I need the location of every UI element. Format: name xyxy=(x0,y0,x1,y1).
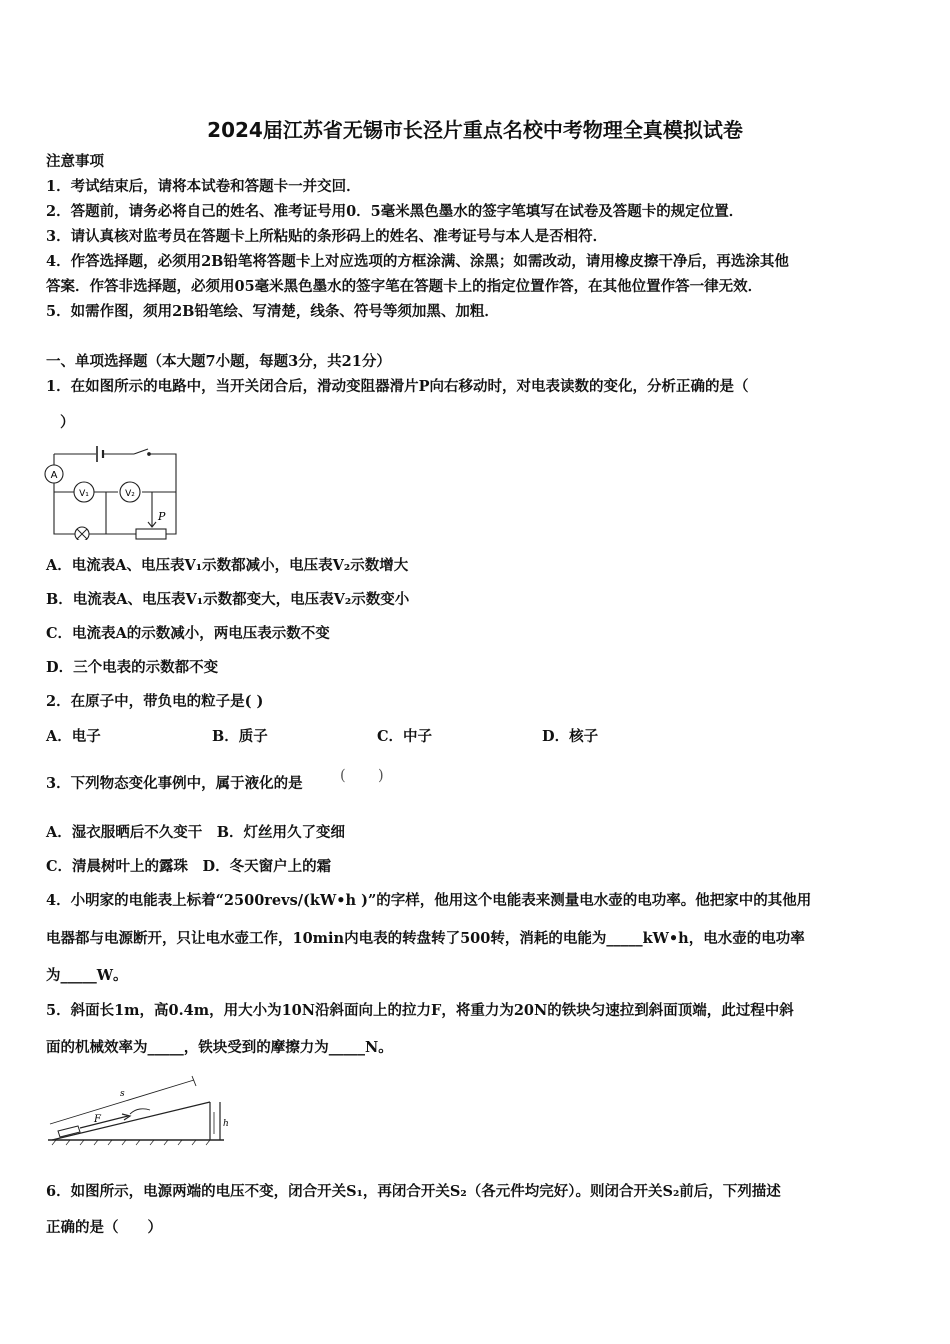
q2-stem: 2．在原子中，带负电的粒子是( ) xyxy=(46,693,264,710)
ammeter-label: A xyxy=(50,470,58,481)
v1-label: V₁ xyxy=(79,489,89,499)
slider-label: P xyxy=(158,510,166,523)
q3-options-ab: A．湿衣服晒后不久变干 B．灯丝用久了变细 xyxy=(46,824,346,841)
q6-line-1: 6．如图所示，电源两端的电压不变，闭合开关S₁，再闭合开关S₂（各元件均完好）。则闭合开关S₂前后，下列描述 xyxy=(46,1183,781,1200)
q2-option-c: C．中子 xyxy=(377,728,433,745)
q5-line-2: 面的机械效率为_____，铁块受到的摩擦力为_____N。 xyxy=(46,1039,393,1056)
q5-line-1: 5．斜面长1m，高0.4m，用大小为10N沿斜面向上的拉力F，将重力为20N的铁块匀速拉到斜面顶端，此过程中斜 xyxy=(46,1002,794,1019)
section-heading: 一、单项选择题（本大题7小题，每题3分，共21分） xyxy=(46,353,391,370)
notice-item-2: 2．答题前，请务必将自己的姓名、准考证号用0．5毫米黑色墨水的签字笔填写在试卷及答题卡的规定位置． xyxy=(46,203,744,220)
q3-options-cd: C．清晨树叶上的露珠 D．冬天窗户上的霜 xyxy=(46,858,332,875)
q1-option-a: A．电流表A、电压表V₁示数都减小，电压表V₂示数增大 xyxy=(46,557,409,574)
q1-stem: 1．在如图所示的电路中，当开关闭合后，滑动变阻器滑片P向右移动时，对电表读数的变化，分析正确的是（ xyxy=(46,378,749,395)
notice-item-4: 4．作答选择题，必须用2B铅笔将答题卡上对应选项的方框涂满、涂黑；如需改动，请用橡皮擦干净后，再选涂其他 xyxy=(46,253,789,270)
incline-s-label: s xyxy=(120,1089,125,1099)
notice-item-5: 5．如需作图，须用2B铅笔绘、写清楚，线条、符号等须加黑、加粗． xyxy=(46,303,499,320)
q3-paren-close: ) xyxy=(378,768,384,784)
q1-option-d: D．三个电表的示数都不变 xyxy=(46,659,219,676)
q5-incline-diagram xyxy=(46,1074,236,1146)
q2-option-a: A．电子 xyxy=(46,728,101,745)
q1-option-c: C．电流表A的示数减小，两电压表示数不变 xyxy=(46,625,330,642)
q3-paren-open: ( xyxy=(340,768,346,784)
q6-line-2: 正确的是（ ） xyxy=(46,1219,162,1236)
q2-option-d: D．核子 xyxy=(542,728,599,745)
exam-title: 2024届江苏省无锡市长泾片重点名校中考物理全真模拟试卷 xyxy=(207,118,743,142)
q1-circuit-diagram xyxy=(42,440,187,540)
incline-h-label: h xyxy=(223,1119,229,1129)
q4-line-3: 为_____W。 xyxy=(46,967,128,984)
q4-line-1: 4．小明家的电能表上标着“2500revs/(kW•h )”的字样，他用这个电能表来测量电水壶的电功率。他把家中的其他用 xyxy=(46,892,812,909)
notice-item-4-cont: 答案．作答非选择题，必须用05毫米黑色墨水的签字笔在答题卡上的指定位置作答，在其他位置作答一律无效． xyxy=(46,278,763,295)
q4-line-2: 电器都与电源断开，只让电水壶工作，10min内电表的转盘转了500转，消耗的电能为_____kW•h，电水壶的电功率 xyxy=(46,930,805,947)
q1-option-b: B．电流表A、电压表V₁示数都变大，电压表V₂示数变小 xyxy=(46,591,410,608)
incline-f-label: F xyxy=(94,1114,101,1125)
v2-label: V₂ xyxy=(125,489,135,499)
notice-item-3: 3．请认真核对监考员在答题卡上所粘贴的条形码上的姓名、准考证号与本人是否相符． xyxy=(46,228,608,245)
notice-item-1: 1．考试结束后，请将本试卷和答题卡一并交回． xyxy=(46,178,361,195)
q1-stem-close: ） xyxy=(60,414,75,431)
notice-heading: 注意事项 xyxy=(46,153,104,170)
q2-option-b: B．质子 xyxy=(212,728,268,745)
q3-stem: 3．下列物态变化事例中，属于液化的是 xyxy=(46,775,303,792)
